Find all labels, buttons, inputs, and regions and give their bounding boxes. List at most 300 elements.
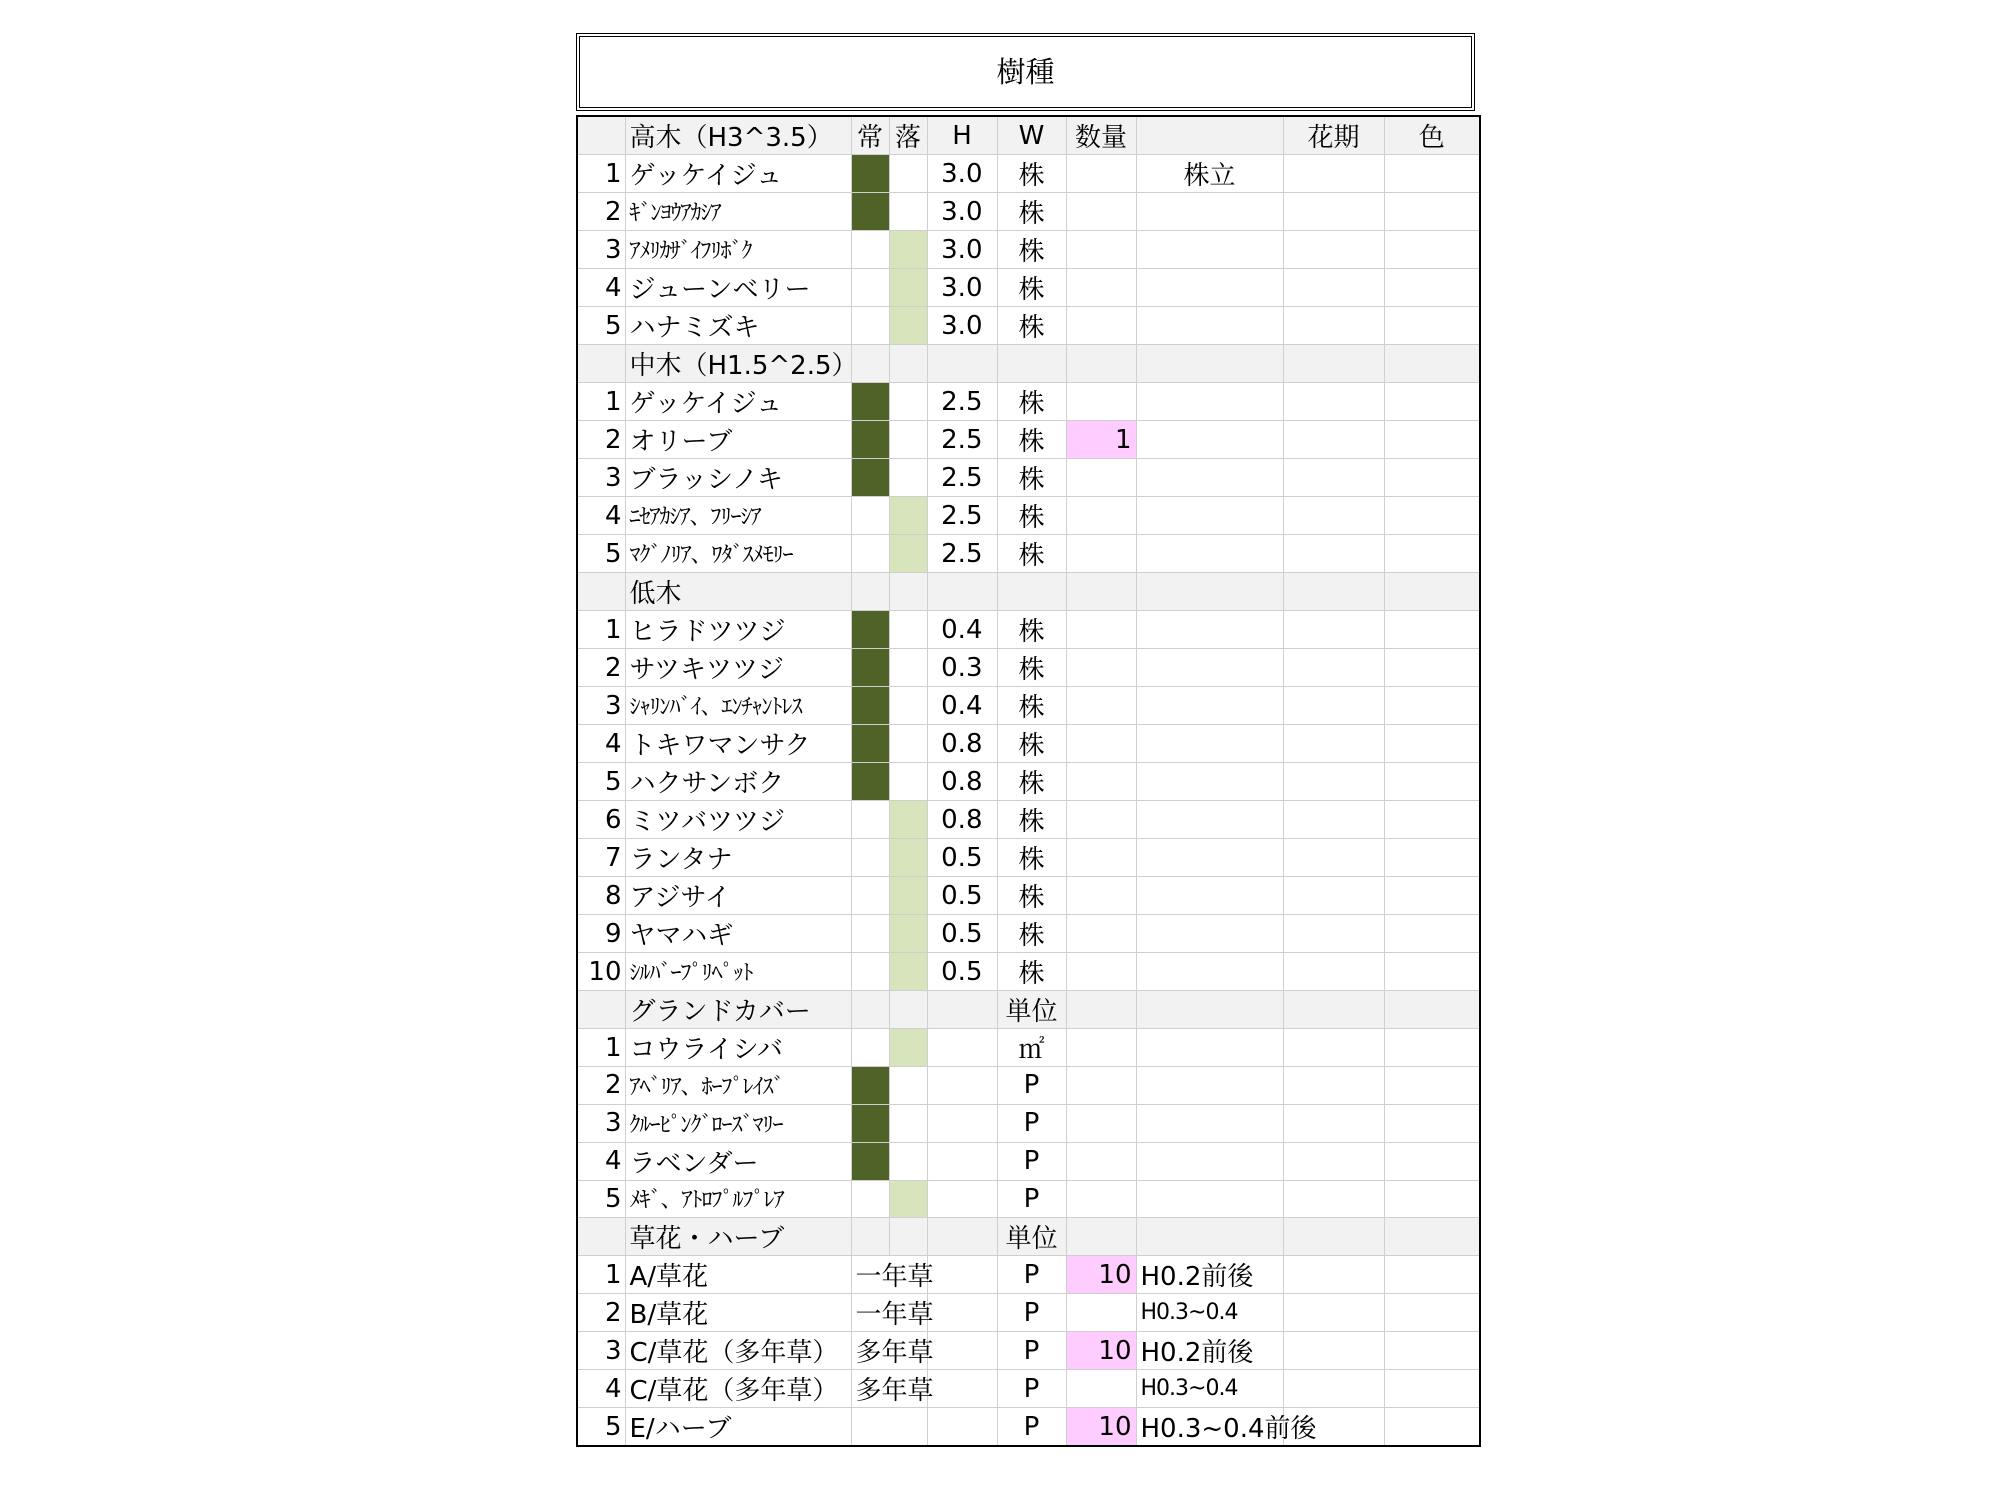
color-cell	[1384, 953, 1480, 991]
plant-type: 多年草	[851, 1370, 927, 1408]
row-no: 3	[577, 1332, 625, 1370]
unit-cell: 株	[997, 839, 1066, 877]
unit-cell: 株	[997, 763, 1066, 801]
height-cell: 0.8	[927, 725, 997, 763]
table-row	[577, 649, 1480, 687]
height-cell: 2.5	[927, 497, 997, 535]
quantity-cell	[1066, 383, 1136, 421]
color-cell	[1384, 1180, 1480, 1218]
evergreen-cell	[851, 383, 889, 421]
unit-cell: 株	[997, 231, 1066, 269]
deciduous-cell	[889, 535, 927, 573]
color-cell	[1384, 573, 1480, 611]
plant-type	[851, 1408, 927, 1447]
unit-cell: 株	[997, 801, 1066, 839]
quantity-cell	[1066, 801, 1136, 839]
height-cell: 2.5	[927, 535, 997, 573]
height-cell: 3.0	[927, 269, 997, 307]
deciduous-cell	[889, 725, 927, 763]
row-no: 4	[577, 725, 625, 763]
flower-period-cell	[1283, 611, 1384, 649]
color-cell	[1384, 839, 1480, 877]
deciduous-cell	[889, 383, 927, 421]
quantity-cell	[1066, 1180, 1136, 1218]
flower-period-cell	[1283, 231, 1384, 269]
species-name: ﾆｾｱｶｼｱ、ﾌﾘｰｼｱ	[625, 497, 851, 535]
species-name: コウライシバ	[625, 1029, 851, 1067]
header-evergreen: 常	[851, 116, 889, 155]
species-name: E/ハーブ	[625, 1408, 851, 1447]
flower-period-cell	[1283, 915, 1384, 953]
height-cell	[927, 1218, 997, 1256]
table-row	[577, 459, 1480, 497]
flower-period-cell	[1283, 421, 1384, 459]
deciduous-cell	[889, 345, 927, 383]
height-cell: 0.4	[927, 687, 997, 725]
row-no: 5	[577, 763, 625, 801]
species-name: ｼﾙﾊﾞｰﾌﾟﾘﾍﾟｯﾄ	[625, 953, 851, 991]
row-no: 5	[577, 1180, 625, 1218]
color-cell	[1384, 155, 1480, 193]
evergreen-cell	[851, 1104, 889, 1142]
evergreen-cell	[851, 611, 889, 649]
note-cell	[1136, 839, 1283, 877]
table-row	[577, 1294, 1480, 1332]
quantity-cell: 10	[1066, 1256, 1136, 1294]
evergreen-cell	[851, 763, 889, 801]
row-no: 3	[577, 687, 625, 725]
height-cell: 2.5	[927, 383, 997, 421]
height-cell	[927, 1029, 997, 1067]
color-cell	[1384, 687, 1480, 725]
species-name: ﾒｷﾞ、ｱﾄﾛﾌﾟﾙﾌﾟﾚｱ	[625, 1180, 851, 1218]
header-no	[577, 116, 625, 155]
row-no: 8	[577, 877, 625, 915]
height-cell: 0.5	[927, 915, 997, 953]
flower-period-cell	[1283, 307, 1384, 345]
table-row	[577, 307, 1480, 345]
quantity-cell	[1066, 345, 1136, 383]
flower-period-cell	[1283, 839, 1384, 877]
table-row	[577, 1370, 1480, 1408]
deciduous-cell	[889, 421, 927, 459]
evergreen-cell	[851, 1067, 889, 1105]
row-no: 3	[577, 459, 625, 497]
quantity-cell: 1	[1066, 421, 1136, 459]
evergreen-cell	[851, 535, 889, 573]
note-cell	[1136, 649, 1283, 687]
note-cell	[1136, 1067, 1283, 1105]
deciduous-cell	[889, 915, 927, 953]
table-row	[577, 1067, 1480, 1105]
color-cell	[1384, 763, 1480, 801]
flower-period-cell	[1283, 725, 1384, 763]
quantity-cell	[1066, 1142, 1136, 1180]
note-cell	[1136, 1180, 1283, 1218]
flower-period-cell	[1283, 1294, 1384, 1332]
color-cell	[1384, 459, 1480, 497]
unit-cell: P	[997, 1370, 1066, 1408]
note-cell: H0.3~0.4	[1136, 1294, 1283, 1332]
quantity-cell	[1066, 763, 1136, 801]
header-note	[1136, 116, 1283, 155]
table-row	[577, 421, 1480, 459]
deciduous-cell	[889, 193, 927, 231]
deciduous-cell	[889, 1029, 927, 1067]
note-cell	[1136, 1104, 1283, 1142]
quantity-cell	[1066, 193, 1136, 231]
flower-period-cell	[1283, 155, 1384, 193]
color-cell	[1384, 1067, 1480, 1105]
header-width: W	[997, 116, 1066, 155]
flower-period-cell	[1283, 1332, 1384, 1370]
table-row	[577, 535, 1480, 573]
color-cell	[1384, 649, 1480, 687]
flower-period-cell	[1283, 535, 1384, 573]
note-cell	[1136, 383, 1283, 421]
species-name: ブラッシノキ	[625, 459, 851, 497]
height-cell	[927, 1408, 997, 1447]
color-cell	[1384, 1294, 1480, 1332]
unit-cell: 株	[997, 459, 1066, 497]
unit-cell: P	[997, 1142, 1066, 1180]
note-cell	[1136, 1029, 1283, 1067]
category-name: グランドカバー	[625, 991, 851, 1029]
table-row	[577, 611, 1480, 649]
table-row	[577, 1104, 1480, 1142]
height-cell	[927, 345, 997, 383]
unit-cell: 株	[997, 725, 1066, 763]
category-row	[577, 573, 1480, 611]
note-cell: H0.2前後	[1136, 1256, 1283, 1294]
unit-cell: 株	[997, 307, 1066, 345]
table-row	[577, 383, 1480, 421]
deciduous-cell	[889, 953, 927, 991]
category-row	[577, 1218, 1480, 1256]
deciduous-cell	[889, 763, 927, 801]
table-row	[577, 953, 1480, 991]
table-row	[577, 1180, 1480, 1218]
evergreen-cell	[851, 1029, 889, 1067]
quantity-cell	[1066, 953, 1136, 991]
height-cell	[927, 1332, 997, 1370]
table-row	[577, 155, 1480, 193]
evergreen-cell	[851, 459, 889, 497]
row-no	[577, 991, 625, 1029]
color-cell	[1384, 383, 1480, 421]
evergreen-cell	[851, 1142, 889, 1180]
unit-cell: 株	[997, 421, 1066, 459]
evergreen-cell	[851, 1218, 889, 1256]
evergreen-cell	[851, 421, 889, 459]
evergreen-cell	[851, 497, 889, 535]
row-no: 1	[577, 611, 625, 649]
table-row	[577, 839, 1480, 877]
quantity-cell: 10	[1066, 1332, 1136, 1370]
flower-period-cell	[1283, 1180, 1384, 1218]
note-cell	[1136, 1218, 1283, 1256]
category-name: 低木	[625, 573, 851, 611]
unit-header	[997, 345, 1066, 383]
deciduous-cell	[889, 801, 927, 839]
note-cell	[1136, 193, 1283, 231]
row-no: 2	[577, 1294, 625, 1332]
header-color: 色	[1384, 116, 1480, 155]
quantity-cell	[1066, 535, 1136, 573]
quantity-cell	[1066, 877, 1136, 915]
row-no: 7	[577, 839, 625, 877]
row-no: 2	[577, 649, 625, 687]
color-cell	[1384, 307, 1480, 345]
evergreen-cell	[851, 193, 889, 231]
deciduous-cell	[889, 1180, 927, 1218]
row-no: 2	[577, 193, 625, 231]
height-cell: 3.0	[927, 231, 997, 269]
row-no: 5	[577, 1408, 625, 1447]
note-cell	[1136, 915, 1283, 953]
color-cell	[1384, 1029, 1480, 1067]
species-name: ゲッケイジュ	[625, 155, 851, 193]
quantity-cell	[1066, 459, 1136, 497]
unit-cell: 株	[997, 953, 1066, 991]
flower-period-cell	[1283, 1067, 1384, 1105]
category-name: 草花・ハーブ	[625, 1218, 851, 1256]
deciduous-cell	[889, 1142, 927, 1180]
row-no: 1	[577, 383, 625, 421]
species-name: ミツバツツジ	[625, 801, 851, 839]
height-cell	[927, 1294, 997, 1332]
deciduous-cell	[889, 839, 927, 877]
deciduous-cell	[889, 1104, 927, 1142]
species-name: ｱﾍﾞﾘｱ、ﾎｰﾌﾟﾚｲｽﾞ	[625, 1067, 851, 1105]
flower-period-cell	[1283, 763, 1384, 801]
flower-period-cell	[1283, 1218, 1384, 1256]
evergreen-cell	[851, 573, 889, 611]
deciduous-cell	[889, 611, 927, 649]
unit-header: 単位	[997, 1218, 1066, 1256]
unit-cell: P	[997, 1256, 1066, 1294]
sheet-title: 樹種	[576, 33, 1475, 111]
species-name: ヤマハギ	[625, 915, 851, 953]
table-row	[577, 1408, 1480, 1447]
height-cell: 0.5	[927, 877, 997, 915]
table-row	[577, 497, 1480, 535]
note-cell	[1136, 1142, 1283, 1180]
color-cell	[1384, 1408, 1480, 1447]
quantity-cell	[1066, 915, 1136, 953]
quantity-cell	[1066, 1029, 1136, 1067]
header-row	[577, 116, 1480, 155]
color-cell	[1384, 991, 1480, 1029]
row-no: 1	[577, 1256, 625, 1294]
row-no	[577, 345, 625, 383]
color-cell	[1384, 535, 1480, 573]
unit-cell: 株	[997, 611, 1066, 649]
species-name: ハクサンボク	[625, 763, 851, 801]
header-quantity: 数量	[1066, 116, 1136, 155]
quantity-cell	[1066, 1370, 1136, 1408]
species-name: ｷﾞﾝﾖｳｱｶｼｱ	[625, 193, 851, 231]
color-cell	[1384, 1218, 1480, 1256]
flower-period-cell	[1283, 383, 1384, 421]
height-cell	[927, 991, 997, 1029]
species-name: B/草花	[625, 1294, 851, 1332]
unit-cell: 株	[997, 535, 1066, 573]
flower-period-cell	[1283, 1370, 1384, 1408]
note-cell	[1136, 763, 1283, 801]
table-row	[577, 877, 1480, 915]
table-row	[577, 193, 1480, 231]
height-cell	[927, 1142, 997, 1180]
quantity-cell	[1066, 307, 1136, 345]
row-no: 3	[577, 1104, 625, 1142]
row-no: 6	[577, 801, 625, 839]
category-row	[577, 991, 1480, 1029]
row-no: 2	[577, 1067, 625, 1105]
height-cell: 0.4	[927, 611, 997, 649]
height-cell: 2.5	[927, 459, 997, 497]
flower-period-cell	[1283, 801, 1384, 839]
species-name: ｼｬﾘﾝﾊﾞｲ、ｴﾝﾁｬﾝﾄﾚｽ	[625, 687, 851, 725]
color-cell	[1384, 915, 1480, 953]
unit-cell: 株	[997, 269, 1066, 307]
height-cell	[927, 1370, 997, 1408]
table-row	[577, 725, 1480, 763]
color-cell	[1384, 345, 1480, 383]
row-no: 5	[577, 535, 625, 573]
flower-period-cell	[1283, 953, 1384, 991]
quantity-cell	[1066, 1067, 1136, 1105]
species-table	[576, 115, 1481, 1447]
species-name: アジサイ	[625, 877, 851, 915]
evergreen-cell	[851, 155, 889, 193]
table-row	[577, 687, 1480, 725]
note-cell	[1136, 573, 1283, 611]
row-no: 4	[577, 497, 625, 535]
height-cell: 0.8	[927, 801, 997, 839]
evergreen-cell	[851, 307, 889, 345]
unit-cell: P	[997, 1408, 1066, 1447]
species-name: ジューンベリー	[625, 269, 851, 307]
deciduous-cell	[889, 649, 927, 687]
row-no: 2	[577, 421, 625, 459]
quantity-cell	[1066, 269, 1136, 307]
height-cell	[927, 1067, 997, 1105]
table-row	[577, 269, 1480, 307]
species-name: C/草花（多年草）	[625, 1332, 851, 1370]
height-cell	[927, 1104, 997, 1142]
note-cell: H0.3~0.4	[1136, 1370, 1283, 1408]
table-row	[577, 1029, 1480, 1067]
category-name: 中木（H1.5^2.5）	[625, 345, 851, 383]
unit-cell: 株	[997, 649, 1066, 687]
unit-cell: P	[997, 1067, 1066, 1105]
deciduous-cell	[889, 269, 927, 307]
note-cell	[1136, 877, 1283, 915]
unit-cell: 株	[997, 155, 1066, 193]
flower-period-cell	[1283, 1029, 1384, 1067]
unit-cell: 株	[997, 687, 1066, 725]
note-cell	[1136, 459, 1283, 497]
species-name: トキワマンサク	[625, 725, 851, 763]
height-cell: 0.5	[927, 839, 997, 877]
unit-header	[997, 573, 1066, 611]
table-row	[577, 915, 1480, 953]
species-name: サツキツツジ	[625, 649, 851, 687]
header-height: H	[927, 116, 997, 155]
quantity-cell	[1066, 1104, 1136, 1142]
row-no	[577, 1218, 625, 1256]
evergreen-cell	[851, 801, 889, 839]
quantity-cell	[1066, 839, 1136, 877]
species-name: ヒラドツツジ	[625, 611, 851, 649]
height-cell	[927, 1180, 997, 1218]
color-cell	[1384, 1142, 1480, 1180]
color-cell	[1384, 801, 1480, 839]
evergreen-cell	[851, 915, 889, 953]
category-row	[577, 345, 1480, 383]
plant-type: 一年草	[851, 1256, 927, 1294]
unit-cell: 株	[997, 383, 1066, 421]
quantity-cell	[1066, 1294, 1136, 1332]
table-row	[577, 1256, 1480, 1294]
species-name: オリーブ	[625, 421, 851, 459]
species-name: ﾏｸﾞﾉﾘｱ、ﾜﾀﾞｽﾒﾓﾘｰ	[625, 535, 851, 573]
quantity-cell	[1066, 649, 1136, 687]
unit-cell: P	[997, 1180, 1066, 1218]
table-row	[577, 1332, 1480, 1370]
row-no	[577, 573, 625, 611]
evergreen-cell	[851, 877, 889, 915]
evergreen-cell	[851, 269, 889, 307]
color-cell	[1384, 1256, 1480, 1294]
table-row	[577, 801, 1480, 839]
row-no: 3	[577, 231, 625, 269]
unit-cell: 株	[997, 877, 1066, 915]
species-name: ｱﾒﾘｶｻﾞｲﾌﾘﾎﾞｸ	[625, 231, 851, 269]
height-cell: 0.3	[927, 649, 997, 687]
unit-cell: 株	[997, 915, 1066, 953]
height-cell	[927, 573, 997, 611]
quantity-cell	[1066, 231, 1136, 269]
note-cell	[1136, 687, 1283, 725]
header-deciduous: 落	[889, 116, 927, 155]
quantity-cell	[1066, 725, 1136, 763]
evergreen-cell	[851, 649, 889, 687]
note-cell: 株立	[1136, 155, 1283, 193]
deciduous-cell	[889, 991, 927, 1029]
deciduous-cell	[889, 573, 927, 611]
flower-period-cell	[1283, 269, 1384, 307]
note-cell	[1136, 307, 1283, 345]
color-cell	[1384, 269, 1480, 307]
species-name: ｸﾙｰﾋﾟﾝｸﾞﾛｰｽﾞﾏﾘｰ	[625, 1104, 851, 1142]
quantity-cell	[1066, 1218, 1136, 1256]
deciduous-cell	[889, 497, 927, 535]
height-cell: 3.0	[927, 155, 997, 193]
height-cell: 3.0	[927, 193, 997, 231]
note-cell	[1136, 953, 1283, 991]
species-name: A/草花	[625, 1256, 851, 1294]
flower-period-cell	[1283, 573, 1384, 611]
species-name: C/草花（多年草）	[625, 1370, 851, 1408]
plant-type: 多年草	[851, 1332, 927, 1370]
evergreen-cell	[851, 991, 889, 1029]
species-name: ランタナ	[625, 839, 851, 877]
flower-period-cell	[1283, 497, 1384, 535]
unit-cell: P	[997, 1104, 1066, 1142]
header-category: 高木（H3^3.5）	[625, 116, 851, 155]
